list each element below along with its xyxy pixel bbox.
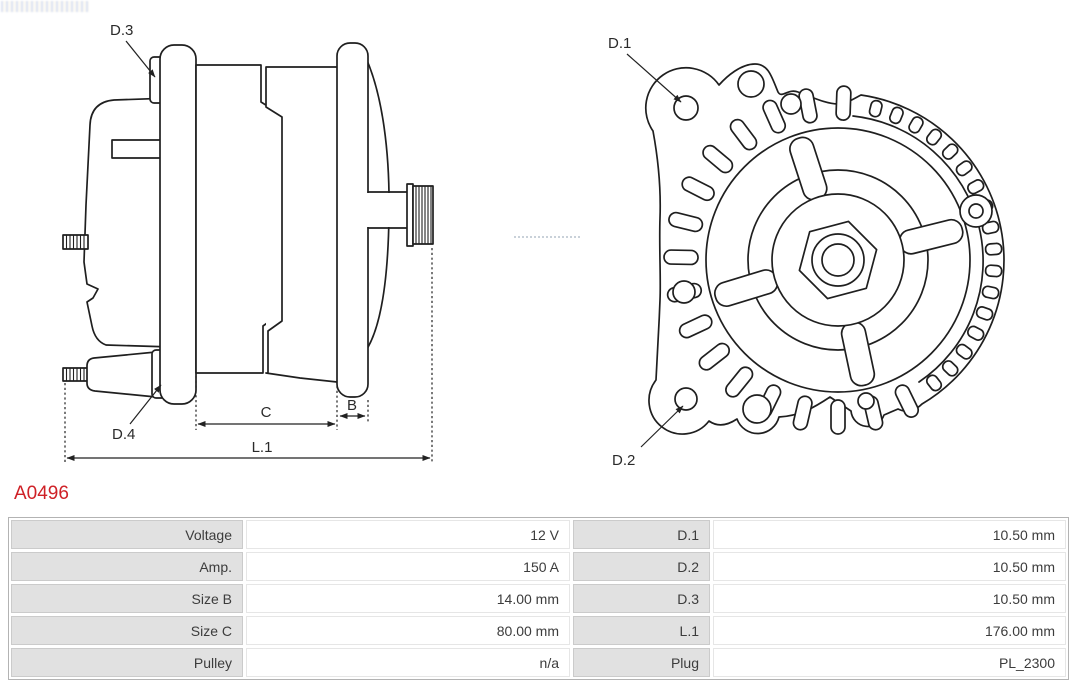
spec-value: 10.50 mm	[713, 584, 1066, 613]
spec-label: D.3	[573, 584, 710, 613]
shaft-centerline	[514, 236, 580, 238]
spec-label: Amp.	[11, 552, 243, 581]
spec-label: Plug	[573, 648, 710, 677]
spec-value: 14.00 mm	[246, 584, 570, 613]
hole-d2	[675, 388, 697, 410]
spec-value: 10.50 mm	[713, 552, 1066, 581]
label-c: C	[260, 404, 272, 421]
label-d2: D.2	[612, 452, 636, 469]
spec-value: 12 V	[246, 520, 570, 549]
spec-value: 176.00 mm	[713, 616, 1066, 645]
spec-label: Pulley	[11, 648, 243, 677]
spec-value: 150 A	[246, 552, 570, 581]
label-d3: D.3	[110, 22, 134, 39]
stator-body	[196, 65, 277, 373]
label-d4: D.4	[112, 426, 136, 443]
spec-value: 10.50 mm	[713, 520, 1066, 549]
spec-label: Size B	[11, 584, 243, 613]
spec-value: n/a	[246, 648, 570, 677]
spec-table	[8, 517, 1069, 680]
lower-boss	[87, 352, 156, 397]
spec-label: D.1	[573, 520, 710, 549]
front-bracket	[337, 43, 368, 397]
spec-label: Size C	[11, 616, 243, 645]
shaft-lip	[407, 184, 413, 246]
spec-value: 80.00 mm	[246, 616, 570, 645]
label-l1: L.1	[251, 439, 273, 456]
label-b: B	[346, 397, 358, 414]
spec-label: D.2	[573, 552, 710, 581]
alternator-front-view-drawing	[585, 25, 1010, 480]
label-d1: D.1	[608, 35, 632, 52]
spec-value: PL_2300	[713, 648, 1066, 677]
spec-label: L.1	[573, 616, 710, 645]
rear-housing	[84, 98, 172, 347]
alternator-side-view-drawing	[40, 10, 470, 480]
part-number: A0496	[14, 483, 69, 504]
rear-bracket	[160, 45, 196, 404]
spec-label: Voltage	[11, 520, 243, 549]
